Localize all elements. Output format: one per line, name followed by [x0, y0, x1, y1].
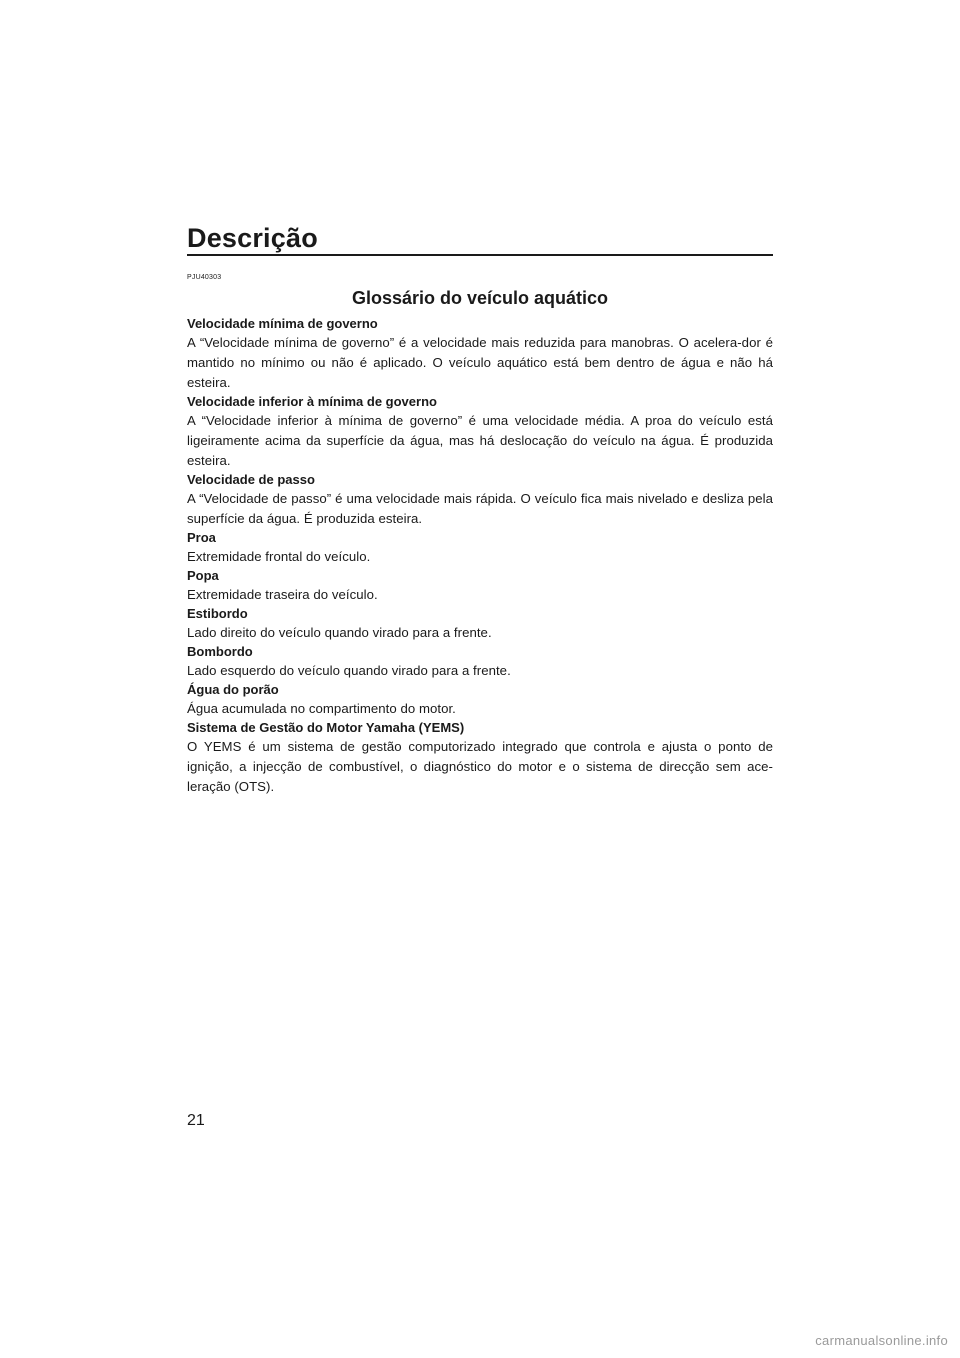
glossary-definition: A “Velocidade mínima de governo” é a velocidade mais reduzida para manobras. O acelera-dor é mantido no mínimo ou não é aplicado. O veículo aquático está bem dentro de água e não há esteira.: [187, 335, 773, 390]
section-code: PJU40303: [187, 274, 222, 281]
glossary-entry: [187, 605, 773, 643]
glossary-definition: Água acumulada no compartimento do motor.: [187, 701, 456, 716]
glossary-term: Sistema de Gestão do Motor Yamaha (YEMS): [187, 720, 465, 735]
glossary-entry: [187, 529, 773, 567]
glossary-term: Velocidade mínima de governo: [187, 316, 378, 331]
glossary-entry: [187, 567, 773, 605]
page-header: [187, 222, 773, 256]
glossary-term: Velocidade inferior à mínima de governo: [187, 394, 437, 409]
glossary-entry: [187, 643, 773, 681]
glossary-term: Proa: [187, 530, 216, 545]
glossary-term: Popa: [187, 568, 219, 583]
header-divider: [187, 254, 773, 256]
glossary-entry: [187, 719, 773, 797]
glossary-term: Bombordo: [187, 644, 253, 659]
watermark-link[interactable]: carmanualsonline.info: [815, 1333, 948, 1348]
glossary-definition: A “Velocidade inferior à mínima de governo” é uma velocidade média. A proa do veículo está ligeiramente acima da superfície da água, mas há deslocação do veículo na água. É produzida esteira.: [187, 413, 773, 468]
page-title: Descrição: [187, 223, 318, 253]
glossary-definition: Lado direito do veículo quando virado para a frente.: [187, 625, 492, 640]
glossary-term: Água do porão: [187, 682, 279, 697]
glossary-entry: [187, 393, 773, 471]
glossary-term: Estibordo: [187, 606, 248, 621]
section-title: Glossário do veículo aquático: [351, 288, 609, 308]
glossary-definition: A “Velocidade de passo” é uma velocidade mais rápida. O veículo fica mais nivelado e desliza pela superfície da água. É produzida esteira.: [187, 491, 773, 526]
glossary-definition: Lado esquerdo do veículo quando virado para a frente.: [187, 663, 511, 678]
glossary-definition: O YEMS é um sistema de gestão computorizado integrado que controla e ajusta o ponto de ignição, a injecção de combustível, o diagnóstico do motor e o sistema de direcção sem ace-leração (OTS).: [187, 739, 773, 794]
main-content: [187, 273, 773, 797]
glossary-term: Velocidade de passo: [187, 472, 315, 487]
glossary-definition: Extremidade frontal do veículo.: [187, 549, 371, 564]
glossary-entry: [187, 681, 773, 719]
page-number: 21: [187, 1112, 205, 1129]
glossary-entry: [187, 315, 773, 393]
glossary-list: [187, 315, 773, 797]
glossary-definition: Extremidade traseira do veículo.: [187, 587, 378, 602]
glossary-entry: [187, 471, 773, 529]
